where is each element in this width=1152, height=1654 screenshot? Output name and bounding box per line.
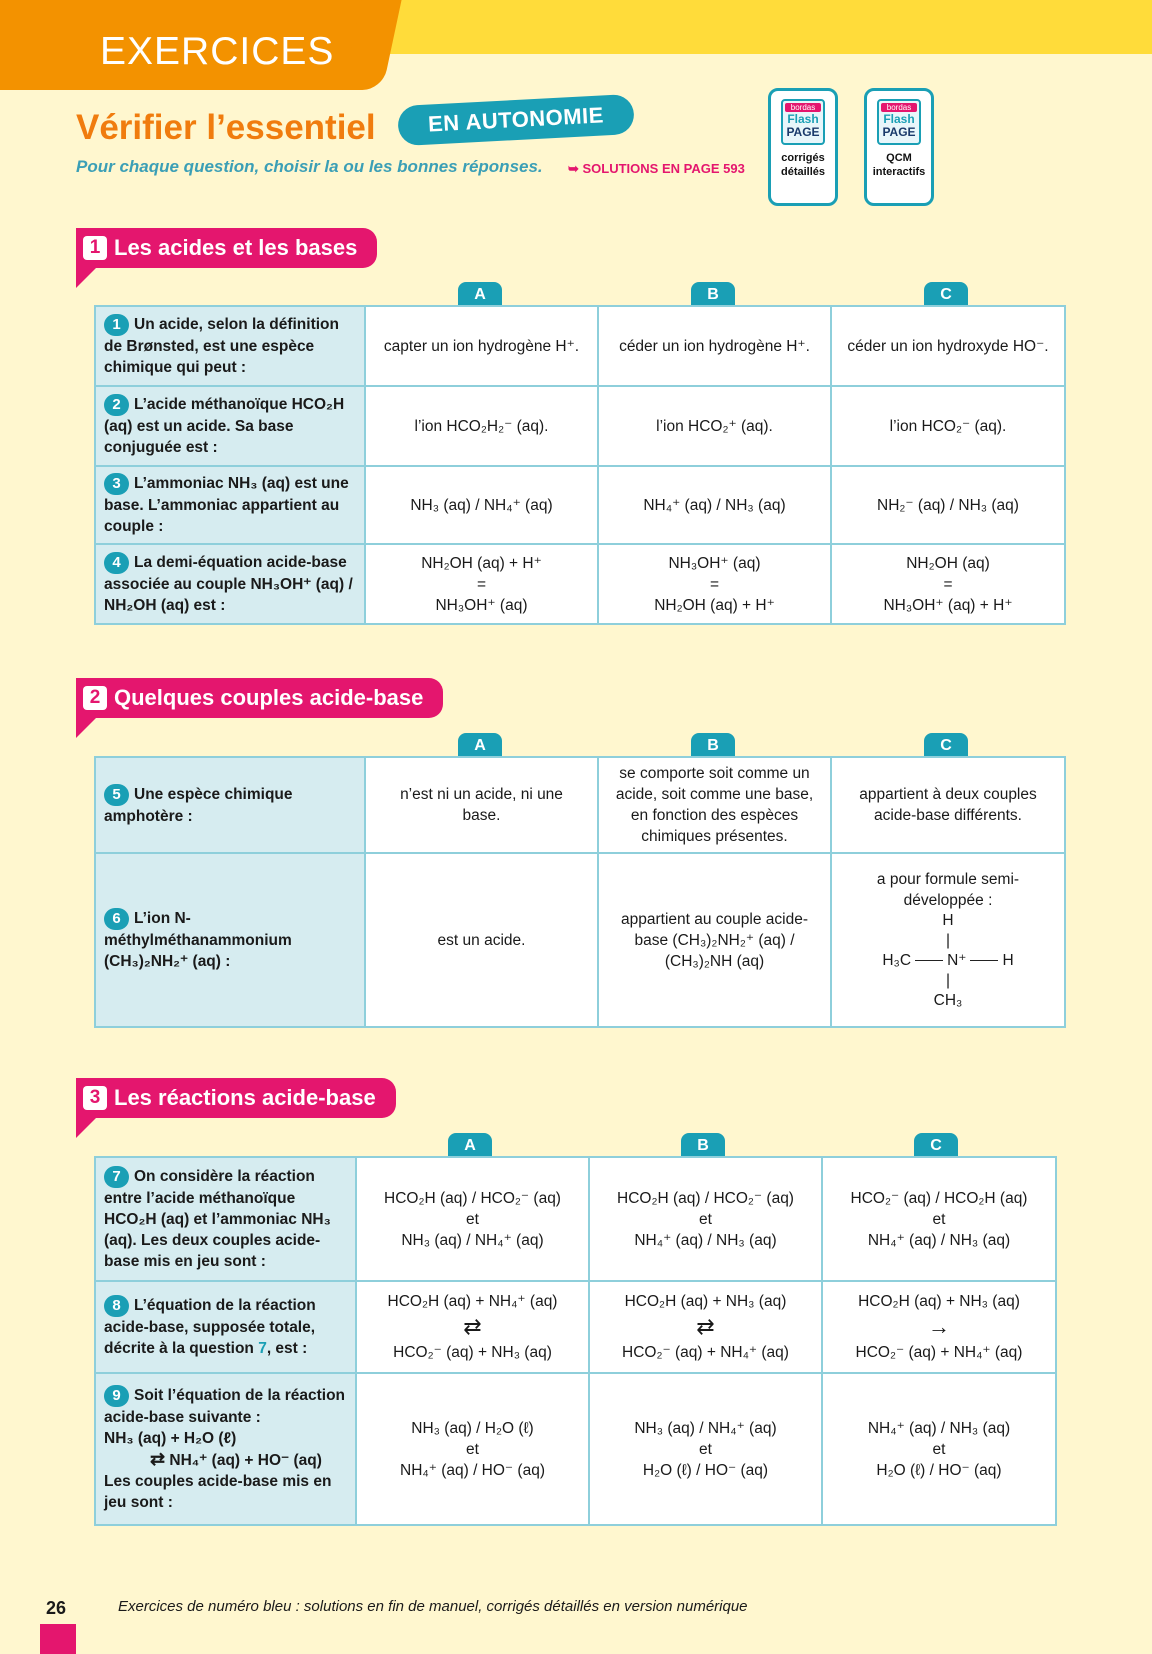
questions-table-1 — [94, 305, 1066, 625]
table-row — [95, 386, 1065, 466]
footer-marker — [40, 1624, 76, 1654]
questions-table-2 — [94, 756, 1066, 1028]
question-7: 7 On considère la réaction entre l’acide méthanoïque HCO₂H (aq) et l’ammoniac NH₃ (aq). Les deux couples acide-base mis en jeu sont : — [95, 1157, 356, 1281]
answer-9c[interactable]: NH₄⁺ (aq) / NH₃ (aq) et H₂O (ℓ) / HO⁻ (aq) — [822, 1373, 1056, 1525]
answer-2c[interactable]: l’ion HCO₂⁻ (aq). — [831, 386, 1065, 466]
column-b-label: B — [691, 733, 735, 757]
answer-6a[interactable]: est un acide. — [365, 853, 598, 1027]
flashpage-corriges-button[interactable] — [768, 88, 838, 206]
table-row — [95, 544, 1065, 624]
column-c-label: C — [914, 1133, 958, 1157]
answer-1a[interactable]: capter un ion hydrogène H⁺. — [365, 306, 598, 386]
column-c-label: C — [924, 282, 968, 306]
answer-5a[interactable]: n’est ni un acide, ni une base. — [365, 757, 598, 853]
answer-9b[interactable]: NH₃ (aq) / NH₄⁺ (aq) et H₂O (ℓ) / HO⁻ (aq) — [589, 1373, 822, 1525]
table-row — [95, 853, 1065, 1027]
section-2-header: 2 Quelques couples acide-base — [76, 678, 443, 718]
table-row — [95, 306, 1065, 386]
table-row — [95, 466, 1065, 544]
column-b-label: B — [681, 1133, 725, 1157]
table-row — [95, 1157, 1056, 1281]
autonomie-badge: EN AUTONOMIE — [397, 94, 635, 146]
column-a-label: A — [458, 733, 502, 757]
table-row — [95, 1373, 1056, 1525]
answer-8b[interactable]: HCO₂H (aq) + NH₃ (aq) ⇄ HCO₂⁻ (aq) + NH₄⁺ (aq) — [589, 1281, 822, 1373]
section-3-header: 3 Les réactions acide-base — [76, 1078, 396, 1118]
flashpage-label: corrigés détaillés — [780, 152, 826, 178]
page-number: 26 — [46, 1598, 67, 1618]
answer-4c[interactable]: NH₂OH (aq) = NH₃OH⁺ (aq) + H⁺ — [831, 544, 1065, 624]
answer-1c[interactable]: céder un ion hydroxyde HO⁻. — [831, 306, 1065, 386]
equilibrium-arrow-icon: ⇄ — [150, 1449, 166, 1469]
answer-7c[interactable]: HCO₂⁻ (aq) / HCO₂H (aq) et NH₄⁺ (aq) / NH₃ (aq) — [822, 1157, 1056, 1281]
answer-9a[interactable]: NH₃ (aq) / H₂O (ℓ) et NH₄⁺ (aq) / HO⁻ (aq) — [356, 1373, 589, 1525]
answer-7b[interactable]: HCO₂H (aq) / HCO₂⁻ (aq) et NH₄⁺ (aq) / NH₃ (aq) — [589, 1157, 822, 1281]
instruction-text: Pour chaque question, choisir la ou les bonnes réponses. — [76, 157, 543, 176]
question-3: 3 L’ammoniac NH₃ (aq) est une base. L’ammoniac appartient au couple : — [95, 466, 365, 544]
answer-3b[interactable]: NH₄⁺ (aq) / NH₃ (aq) — [598, 466, 831, 544]
answer-3c[interactable]: NH₂⁻ (aq) / NH₃ (aq) — [831, 466, 1065, 544]
column-a-label: A — [448, 1133, 492, 1157]
column-c-label: C — [924, 733, 968, 757]
answer-2b[interactable]: l’ion HCO₂⁺ (aq). — [598, 386, 831, 466]
table-row — [95, 757, 1065, 853]
flashpage-logo-icon: bordas Flash PAGE — [781, 99, 825, 145]
answer-2a[interactable]: l’ion HCO₂H₂⁻ (aq). — [365, 386, 598, 466]
answer-5b[interactable]: se comporte soit comme un acide, soit comme une base, en fonction des espèces chimiques présentes. — [598, 757, 831, 853]
question-6: 6 L’ion N-méthylméthanammonium (CH₃)₂NH₂⁺ (aq) : — [95, 853, 365, 1027]
table-row — [95, 1281, 1056, 1373]
question-8: 8 L’équation de la réaction acide-base, supposée totale, décrite à la question 7, est : — [95, 1281, 356, 1373]
column-b-label: B — [691, 282, 735, 306]
solutions-link[interactable]: ➥ SOLUTIONS EN PAGE 593 — [568, 161, 745, 176]
equilibrium-arrow-icon: ⇄ — [696, 1314, 715, 1339]
answer-6b[interactable]: appartient au couple acide-base (CH₃)₂NH₂⁺ (aq) / (CH₃)₂NH (aq) — [598, 853, 831, 1027]
answer-4b[interactable]: NH₃OH⁺ (aq) = NH₂OH (aq) + H⁺ — [598, 544, 831, 624]
question-4: 4 La demi-équation acide-base associée au couple NH₃OH⁺ (aq) / NH₂OH (aq) est : — [95, 544, 365, 624]
answer-5c[interactable]: appartient à deux couples acide-base différents. — [831, 757, 1065, 853]
flashpage-logo-icon: bordas Flash PAGE — [877, 99, 921, 145]
footer-note: Exercices de numéro bleu : solutions en fin de manuel, corrigés détaillés en version numérique — [118, 1598, 748, 1615]
answer-8a[interactable]: HCO₂H (aq) + NH₄⁺ (aq) ⇄ HCO₂⁻ (aq) + NH₃ (aq) — [356, 1281, 589, 1373]
section-1-header: 1 Les acides et les bases — [76, 228, 377, 268]
question-2: 2 L’acide méthanoïque HCO₂H (aq) est un acide. Sa base conjuguée est : — [95, 386, 365, 466]
answer-6c[interactable]: a pour formule semi-développée : H | H₃C N⁺ H | CH₃ — [831, 853, 1065, 1027]
page-title: EXERCICES — [100, 30, 335, 73]
question-9: 9 Soit l’équation de la réaction acide-base suivante : NH₃ (aq) + H₂O (ℓ) ⇄ NH₄⁺ (aq) + HO⁻ (aq) Les couples acide-base mis en jeu sont : — [95, 1373, 356, 1525]
answer-8c[interactable]: HCO₂H (aq) + NH₃ (aq) → HCO₂⁻ (aq) + NH₄⁺ (aq) — [822, 1281, 1056, 1373]
equilibrium-arrow-icon: ⇄ — [463, 1314, 482, 1339]
answer-4a[interactable]: NH₂OH (aq) + H⁺ = NH₃OH⁺ (aq) — [365, 544, 598, 624]
structural-formula: H | H₃C N⁺ H | CH₃ — [882, 912, 1014, 1009]
flashpage-label: QCM interactifs — [872, 152, 926, 178]
answer-3a[interactable]: NH₃ (aq) / NH₄⁺ (aq) — [365, 466, 598, 544]
answer-7a[interactable]: HCO₂H (aq) / HCO₂⁻ (aq) et NH₃ (aq) / NH₄⁺ (aq) — [356, 1157, 589, 1281]
flashpage-qcm-button[interactable] — [864, 88, 934, 206]
answer-1b[interactable]: céder un ion hydrogène H⁺. — [598, 306, 831, 386]
questions-table-3 — [94, 1156, 1057, 1526]
column-a-label: A — [458, 282, 502, 306]
reaction-arrow-icon: → — [928, 1314, 950, 1339]
question-5: 5 Une espèce chimique amphotère : — [95, 757, 365, 853]
question-1: 1 Un acide, selon la définition de Brønsted, est une espèce chimique qui peut : — [95, 306, 365, 386]
section-heading: Vérifier l’essentiel — [76, 108, 376, 147]
